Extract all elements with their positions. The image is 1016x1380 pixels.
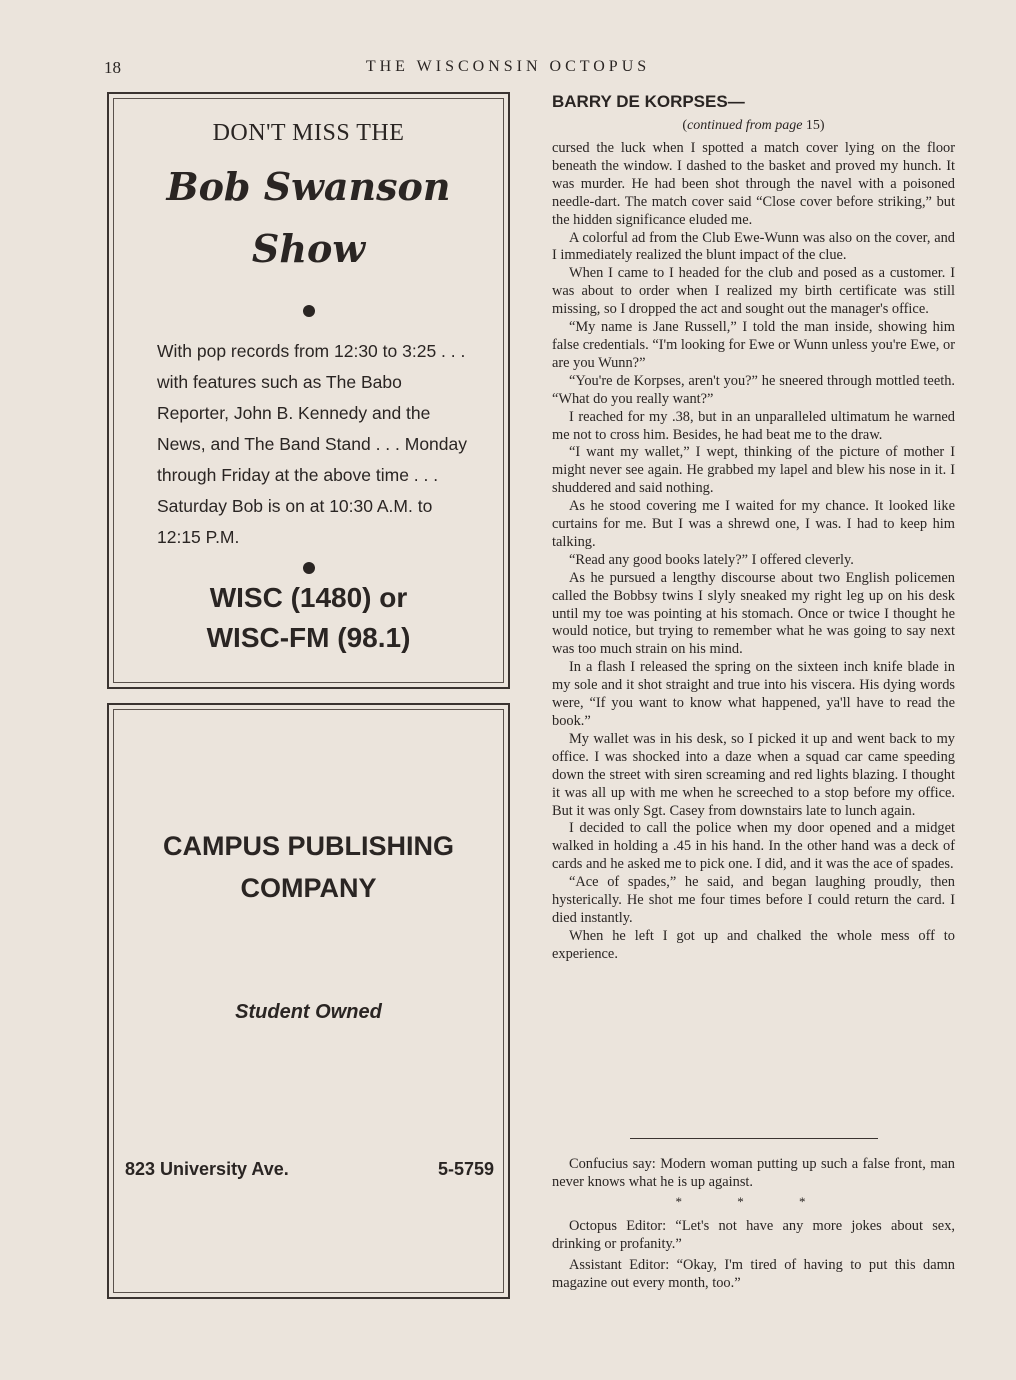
article-paragraph: I decided to call the police when my door opened and a midget walked in holding a .45 in his hand. In the other hand was a deck of cards and he asked me to pick one. I did, and it was the ace of spades.: [552, 820, 955, 873]
ad-kicker: DON'T MISS THE: [212, 120, 405, 146]
article-paragraph: My wallet was in his desk, so I picked it up and went back to my office. I was shocked into a daze when a squad car came speeding down the street with siren screaming and red lights blazing. I thought it was all up with me when he screeched to a stop before my office. But it was only Sgt. Casey from downstairs late to lunch again.: [552, 730, 955, 819]
company-tagline: Student Owned: [235, 1001, 382, 1023]
company-name: [109, 825, 508, 909]
ad-body-text: With pop records from 12:30 to 3:25 . . . with features such as The Babo Reporter, John B. Kennedy and the News, and The Band Stand . . . Monday through Friday at the above time . . . Saturday Bob is on at 10:30 A.M. to 12:15 P.M.: [157, 341, 468, 547]
company-name-line2: COMPANY: [240, 873, 377, 903]
article-paragraph: “Read any good books lately?” I offered cleverly.: [569, 551, 854, 568]
show-name-script: Bob Swanson: [166, 164, 451, 209]
article-paragraph: When I came to I headed for the club and posed as a customer. I was about to order when I realized my birth certificate was still missing, so I dropped the act and sought out the manager's office.: [552, 265, 955, 318]
article-title: BARRY DE KORPSES—: [552, 92, 745, 111]
page-header: [0, 58, 1016, 80]
article-paragraph: As he pursued a lengthy discourse about two English policemen called the Bobbsy twins I slyly sneaked my right leg up on his desk until my toe was pointing at his stomach. Once or twice I thought he would notice, but trying to remember what he was going to say next was too much strain on his mind.: [552, 569, 955, 658]
campus-publishing-ad: [107, 703, 510, 1299]
asterism-separator: * * *: [675, 1193, 832, 1209]
continued-note: [552, 118, 955, 134]
station-callsign-fm: WISC-FM (98.1): [206, 622, 411, 653]
jokes-section: [552, 1156, 955, 1292]
continued-suffix: 15): [802, 118, 825, 133]
continued-italic: continued from page: [687, 118, 803, 133]
article-paragraph: “I want my wallet,” I wept, thinking of the picture of mother I might never see again. He grabbed my lapel and blew his nose in it. I shuddered and said nothing.: [552, 444, 955, 497]
article-paragraph: “My name is Jane Russell,” I told the man inside, showing him false credentials. “I'm looking for Ewe or Wunn unless you're Ewe, or are you Wunn?”: [552, 319, 955, 371]
article-paragraph: I reached for my .38, but in an unparalleled ultimatum he warned me not to cross him. Besides, he had beat me to the draw.: [552, 408, 955, 443]
bullet-dot: [303, 305, 315, 317]
article-paragraph: “You're de Korpses, aren't you?” he sneered through mottled teeth. “What do you really want?”: [552, 372, 955, 407]
article-paragraph: A colorful ad from the Club Ewe-Wunn was also on the cover, and I immediately realized the blunt impact of the clue.: [552, 229, 955, 264]
article-paragraph: In a flash I released the spring on the sixteen inch knife blade in my sole and it shot straight and true into his viscera. His dying words were, “If you want to know what happened, ya'll have to read the book.”: [552, 659, 955, 729]
article-column: [552, 92, 955, 964]
joke-assistant-editor: Assistant Editor: “Okay, I'm tired of having to put this damn magazine out every month, too.”: [552, 1256, 955, 1291]
article-paragraph: “Ace of spades,” he said, and began laughing proudly, then hysterically. He shot me four times before I could return the card. I died instantly.: [552, 874, 955, 926]
bullet-dot: [303, 562, 315, 574]
company-name-line1: CAMPUS PUBLISHING: [162, 831, 454, 861]
article-paragraph: As he stood covering me I waited for my chance. It looked like curtains for me. But I was a shrewd one, I was. I had to keep him talking.: [552, 498, 955, 550]
article-paragraph: When he left I got up and chalked the whole mess off to experience.: [552, 927, 955, 962]
joke-confucius: Confucius say: Modern woman putting up such a false front, man never knows what he is up against.: [552, 1156, 955, 1190]
company-address: 823 University Ave.: [125, 1159, 289, 1179]
company-phone: 5-5759: [437, 1159, 494, 1179]
running-title: THE WISCONSIN OCTOPUS: [365, 58, 651, 75]
show-word-script: Show: [251, 226, 366, 271]
page-number: 18: [104, 58, 121, 77]
radio-show-ad: [107, 92, 510, 689]
joke-editor: Octopus Editor: “Let's not have any more jokes about sex, drinking or profanity.”: [552, 1217, 955, 1252]
section-divider: [630, 1138, 878, 1139]
station-callsign-am: WISC (1480) or: [209, 582, 408, 613]
article-paragraph: cursed the luck when I spotted a match cover lying on the floor beneath the window. I dashed to the basket and proved my hunch. It was murder. He had been shot through the navel with a poisoned needle-dart. The match cover said “Close cover before striking,” but the hidden significance eluded me.: [552, 140, 955, 228]
continued-prefix: (: [682, 118, 688, 133]
